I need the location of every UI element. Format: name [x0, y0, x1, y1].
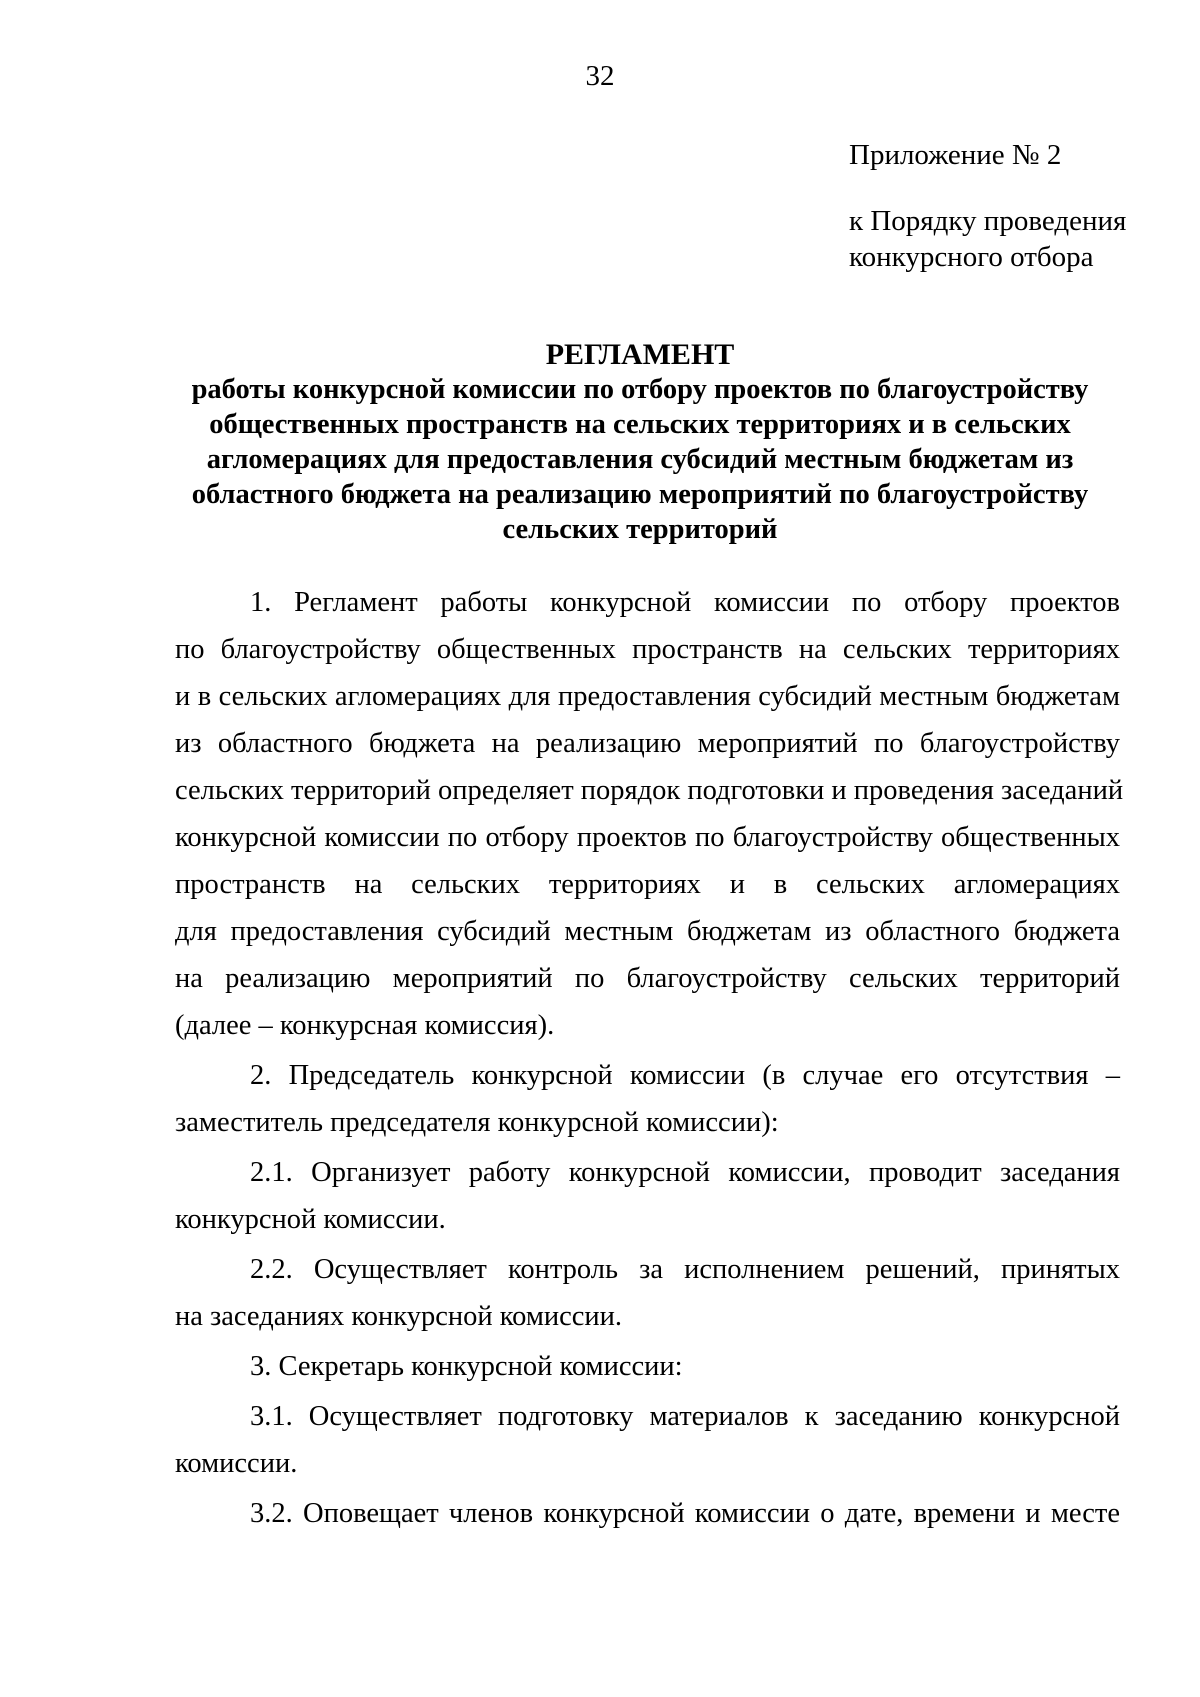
paragraph-line: по благоустройству общественных пространств на сельских территориях [175, 634, 1120, 665]
annex-reference-line: к Порядку проведения [849, 205, 1127, 237]
title-line: общественных пространств на сельских территориях и в сельских [209, 409, 1071, 440]
paragraph-line: 2.1. Организует работу конкурсной комиссии, проводит заседания [250, 1157, 1120, 1188]
annex-number [849, 137, 1169, 173]
paragraph-line: 3.2. Оповещает членов конкурсной комиссии о дате, времени и месте [250, 1498, 1120, 1529]
paragraph-line: на заседаниях конкурсной комиссии. [175, 1301, 623, 1332]
paragraph-line: и в сельских агломерациях для предоставления субсидий местным бюджетам [175, 681, 1120, 712]
paragraph-line: конкурсной комиссии. [175, 1204, 446, 1235]
paragraph-line: 2.2. Осуществляет контроль за исполнением решений, принятых [250, 1254, 1120, 1285]
paragraph-line: пространств на сельских территориях и в сельских агломерациях [175, 869, 1120, 900]
paragraph-line: из областного бюджета на реализацию мероприятий по благоустройству [175, 728, 1120, 759]
annex-reference-line: конкурсного отбора [849, 241, 1094, 273]
paragraph-line: конкурсной комиссии по отбору проектов по благоустройству общественных [175, 822, 1120, 853]
paragraph-line: заместитель председателя конкурсной комиссии): [175, 1107, 779, 1138]
annex-reference [849, 203, 1169, 275]
paragraph [175, 1246, 1120, 1340]
paragraph [175, 1052, 1120, 1146]
page-number: 32 [585, 60, 615, 92]
paragraph-line: 2. Председатель конкурсной комиссии (в случае его отсутствия – [250, 1060, 1120, 1091]
title-line: областного бюджета на реализацию мероприятий по благоустройству [191, 479, 1089, 510]
paragraph-line: 3.1. Осуществляет подготовку материалов к заседанию конкурсной [250, 1401, 1120, 1432]
title-line: работы конкурсной комиссии по отбору проектов по благоустройству [191, 374, 1089, 405]
title-line: сельских территорий [502, 514, 778, 545]
paragraph [175, 1393, 1120, 1487]
paragraph-line: комиссии. [175, 1448, 298, 1479]
annex-number-text: Приложение № 2 [849, 139, 1062, 171]
paragraph-line: для предоставления субсидий местным бюджетам из областного бюджета [175, 916, 1120, 947]
paragraph-line: 1. Регламент работы конкурсной комиссии по отбору проектов [250, 587, 1120, 618]
title-heading: РЕГЛАМЕНТ [545, 338, 735, 371]
paragraph-line: (далее – конкурсная комиссия). [175, 1010, 555, 1041]
paragraph [175, 1343, 1120, 1390]
document-body [175, 579, 1124, 1537]
paragraph-line: 3. Секретарь конкурсной комиссии: [250, 1351, 683, 1382]
paragraph [175, 1490, 1120, 1537]
paragraph-line: на реализацию мероприятий по благоустройству сельских территорий [175, 963, 1120, 994]
title-line: агломерациях для предоставления субсидий местным бюджетам из [206, 444, 1074, 475]
paragraph [175, 1149, 1120, 1243]
document-title [180, 337, 1100, 547]
paragraph-line: сельских территорий определяет порядок подготовки и проведения заседаний [175, 775, 1124, 806]
paragraph [175, 579, 1124, 1049]
